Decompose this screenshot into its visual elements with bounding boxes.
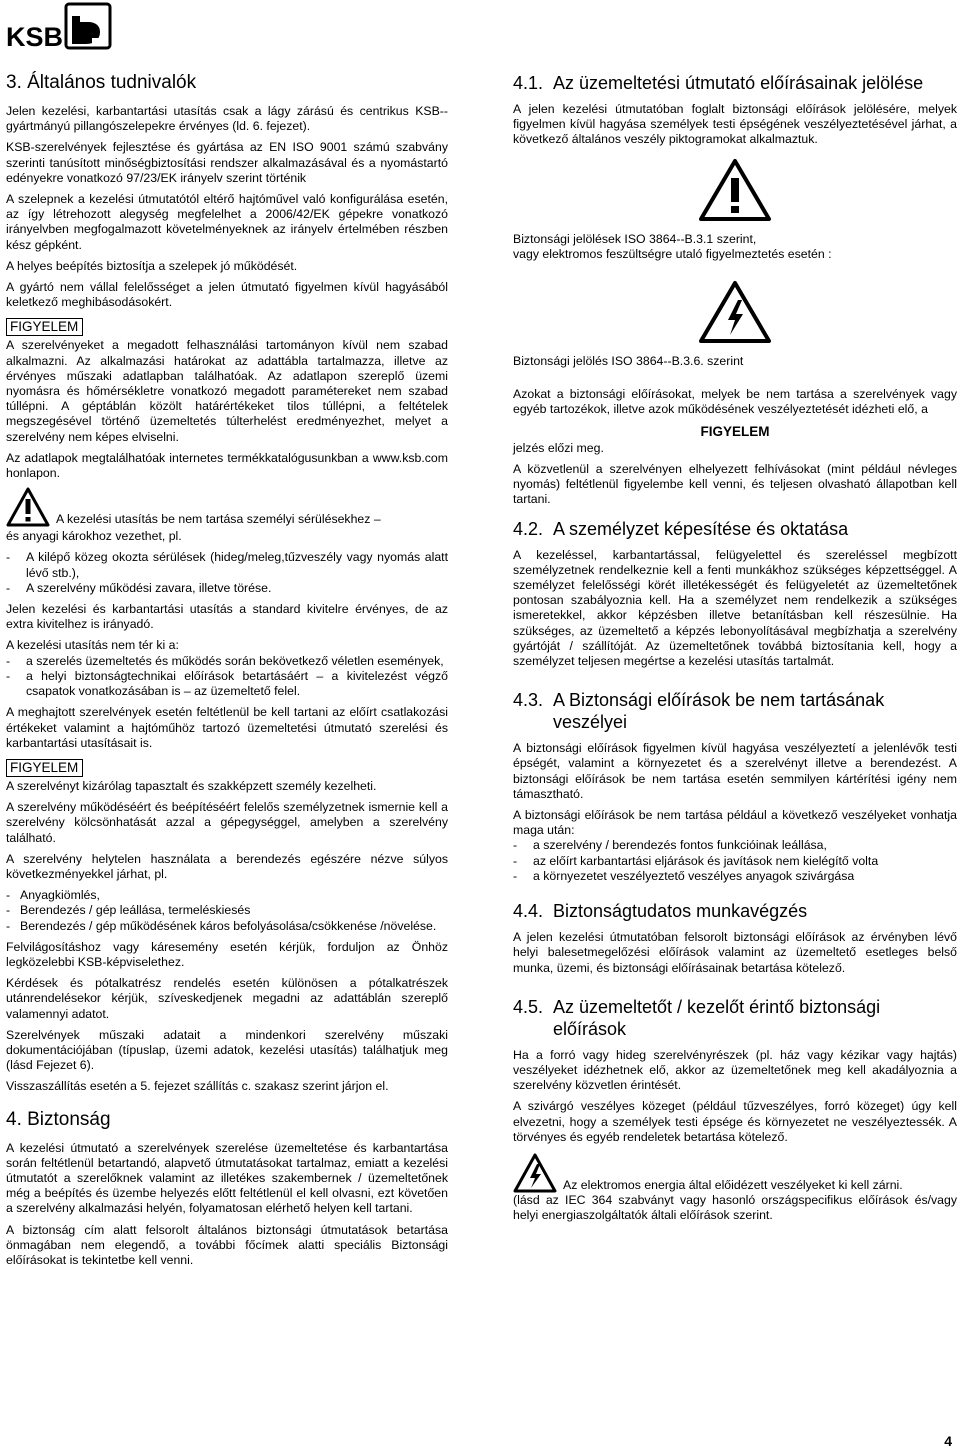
list-item: - Berendezés / gép leállása, termeléskiesés	[6, 903, 448, 918]
list-item: - Anyagkiömlés,	[6, 888, 448, 903]
paragraph: A biztonság cím alatt felsorolt általános biztonsági útmutatások betartása önmagában nem elegendő, a további főcímek alatti speciális Biztonsági előírásokat is tekintetbe kell venni.	[6, 1222, 448, 1267]
paragraph: A szivárgó veszélyes közeget (például tűzveszélyes, forró közeget) úgy kell elvezetni, hogy a személyek testi épsége és környezetet ne veszélyeztessék. A törvényes és egyéb rendeletek betartása kötelező.	[513, 1099, 957, 1144]
section-4-5-heading	[513, 996, 957, 1040]
section-4-3-heading	[513, 689, 957, 733]
paragraph: A jelen kezelési útmutatóban felsorolt biztonsági előírások az érvényben lévő helyi balesetmegelőzési előírások valamint az üzemeltető esetleges belső munka, üzemi, és biztonsági előírásainak betartása kötelező.	[513, 930, 957, 975]
hazard-list	[513, 838, 957, 884]
high-voltage-icon	[513, 1153, 557, 1193]
paragraph: és anyagi károkhoz vezethet, pl.	[6, 529, 182, 544]
heading-number: 4.4.	[513, 901, 544, 922]
paragraph: (lásd az IEC 364 szabványt vagy hasonló országspecifikus előírások és/vagy helyi energiaszolgáltatók általi előírások szerint.	[513, 1192, 957, 1223]
heading-number: 4.1.	[513, 73, 544, 93]
paragraph: A kezeléssel, karbantartással, felügyelettel és szereléssel megbízott személyzetnek rendelkeznie kell a fenti munkákhoz szükséges képzettséggel. A személyzet felelősségi körét illetékességét és felügyeletét az üzemeltetőnek pontosan szabályoznia kell. Ha a személyzet nem rendelkezik a szükséges ismeretekkel, akkor képzésben illetve betanításban kell részesülnie. Ha szükséges, az üzemeltető a képzés lebonyolításával megbízhatja a szerelvény gyártóját / szállítóját. Az üzemeltetőnek továbbá biztosítania kell, hogy a személyzet teljesen megértse a kezelési utasítás tartalmát.	[513, 547, 957, 669]
paragraph: Azokat a biztonsági előírásokat, melyek be nem tartása a szerelvények vagy egyéb tartozékok, illetve azok működésének veszélyeztetését idézheti elő, a	[513, 387, 957, 417]
left-column	[6, 72, 448, 1274]
paragraph: jelzés előzi meg.	[513, 440, 604, 455]
heading-text: Az üzemeltetési útmutató előírásainak jelölése	[553, 73, 924, 93]
heading-text: A Biztonsági előírások be nem tartásának veszélyei	[553, 690, 885, 733]
figyelem-label: FIGYELEM	[6, 318, 83, 336]
heading-number: 4.2.	[513, 518, 544, 539]
paragraph: A szerelvény helytelen használata a berendezés egészére nézve súlyos következményekkel járhat, pl.	[6, 851, 448, 881]
list-item: - a helyi biztonságtechnikai előírások betartásáért – a kivitelezést végző csapatok vonatkozásában is – az üzemeltető felel.	[6, 669, 448, 699]
right-column	[513, 72, 957, 1229]
electrical-warning-pictogram	[513, 280, 957, 344]
damage-list	[6, 550, 448, 596]
logo-text: KSB	[6, 22, 64, 52]
list-item: - a környezetet veszélyeztető veszélyes anyagok szivárgása	[513, 869, 957, 884]
list-item: - az előírt karbantartási eljárások és javítások nem kielégítő volta	[513, 854, 957, 869]
section-4-4-heading	[513, 900, 957, 922]
paragraph: Felvilágosításhoz vagy káresemény esetén kérjük, forduljon az Önhöz legközelebbi KSB-képviselethez.	[6, 939, 448, 969]
heading-number: 4.5.	[513, 996, 544, 1017]
paragraph: A szelepnek a kezelési útmutatótól eltérő hajtóművel való konfigurálása esetén, az így létrehozott alegység megfelelhet a 2006/42/EK gépekre vonatkozó irányelvben megfogalmazott követelményeknek az irányelv értelmében részben kész gépként.	[6, 192, 448, 252]
warning-row	[6, 487, 448, 527]
section-4-2-heading	[513, 518, 957, 540]
heading-text: Biztonságtudatos munkavégzés	[553, 901, 808, 922]
paragraph: A gyártó nem vállal felelősséget a jelen útmutató figyelmen kívül hagyásából keletkező meghibásodásokért.	[6, 280, 448, 310]
consequence-list	[6, 888, 448, 934]
list-item: - A kilépő közeg okozta sérülések (hideg/meleg,tűzveszély vagy nyomás alatt lévő stb.),	[6, 550, 448, 580]
warning-text: A kezelési utasítás be nem tartása személyi sérülésekhez –	[56, 512, 381, 527]
section-4-1-heading	[513, 72, 957, 94]
electrical-hazard-text: Az elektromos energia által előidézett veszélyeket ki kell zárni.	[563, 1177, 903, 1192]
paragraph: A szerelvényt kizárólag tapasztalt és szakképzett személy kezelheti.	[6, 778, 377, 793]
warning-triangle-icon	[6, 487, 50, 527]
paragraph: A szerelvényeket a megadott felhasználási tartományon kívül nem szabad alkalmazni. Az alkalmazási határokat az adattábla tartalmazza, illetve az érvényes műszaki adatlapban találhatóak. Az adatlapon szereplő üzemi nyomásra és hőmérsékletre vonatkozó megadott paramétereket nem szabad túllépni. A géptáblán közölt határértékeket tilos túllépni, a feltételek megszegésével történő üzemeltetés túlterhelést eredményezhet, melyet a szerelvény nem képes elviselni.	[6, 338, 448, 444]
section-3-title: 3. Általános tudnivalók	[6, 72, 197, 93]
paragraph: A helyes beépítés biztosítja a szelepek jó működését.	[6, 258, 298, 273]
ksb-logo	[4, 2, 114, 52]
paragraph: A kezelési utasítás nem tér ki a:	[6, 638, 179, 653]
paragraph: Visszaszállítás esetén a 5. fejezet szállítás c. szakasz szerint járjon el.	[6, 1079, 389, 1094]
paragraph: Jelen kezelési, karbantartási utasítás csak a lágy zárású és centrikus KSB--gyártmányú pillangószelepekre érvényes (ld. 6. fejezet).	[6, 104, 448, 134]
pictogram-caption: Biztonsági jelölések ISO 3864--B.3.1 szerint,	[513, 231, 757, 246]
pictogram-caption: vagy elektromos feszültségre utaló figyelmeztetés esetén :	[513, 246, 832, 261]
paragraph: Kérdések és pótalkatrész rendelés esetén különösen a pótalkatrészek utánrendelésekor kérjük, szíveskedjenek megadni az adattáblán szereplő valamennyi adatot.	[6, 976, 448, 1021]
electrical-hazard-row	[513, 1153, 957, 1193]
paragraph: A szerelvény működéséért és beépítéséért felelős személyzetnek ismernie kell a szerelvény kölcsönhatását azzal a gépegységgel, amelyben a szerelvény található.	[6, 800, 448, 845]
paragraph: A közvetlenül a szerelvényen elhelyezett felhívásokat (mint például névleges nyomás) feltétlenül figyelembe kell venni, és teljesen olvasható állapotban kell tartani.	[513, 462, 957, 507]
paragraph	[513, 232, 957, 262]
high-voltage-icon	[698, 280, 772, 344]
paragraph: Szerelvények műszaki adatait a mindenkori szerelvény műszaki dokumentációjában (típuslap, üzemi adatok, kezelési utasítás) találhatjuk meg (lásd Fejezet 6).	[6, 1027, 448, 1073]
paragraph: Jelen kezelési és karbantartási utasítás a standard kivitelre érvényes, de az extra kivitelhez is irányadó.	[6, 602, 448, 632]
paragraph: A kezelési útmutató a szerelvények szerelése üzemeltetése és karbantartása során feltétlenül betartandó, alapvető útmutatásokat tartalmaz, emiatt a kezelési útmutatót a szerelőknek valamint az illetékes szakembernek / üzemeltetőnek még a beépítés és üzembe helyezés előtt feltétlenül el kell olvasni, ezt követően a szerelvény alkalmazási helyén, folyamatosan elérhető helyen kell tartani.	[6, 1140, 448, 1216]
list-item: - a szerelvény / berendezés fontos funkcióinak leállása,	[513, 838, 957, 853]
figyelem-label: FIGYELEM	[700, 423, 770, 439]
heading-text: A személyzet képesítése és oktatása	[553, 518, 849, 539]
ksb-logo-mark	[4, 2, 114, 52]
heading-number: 4.3.	[513, 690, 544, 711]
paragraph: Az adatlapok megtalálhatóak internetes termékkatalógusunkban a www.ksb.com honlapon.	[6, 450, 448, 481]
section-4-title: 4. Biztonság	[6, 1108, 111, 1130]
paragraph: A biztonsági előírások be nem tartása például a következő veszélyeket vonhatja maga után:	[513, 808, 957, 838]
figyelem-label: FIGYELEM	[6, 759, 83, 777]
heading-text: Az üzemeltetőt / kezelőt érintő biztonsági előírások	[553, 996, 881, 1039]
paragraph: Ha a forró vagy hideg szerelvényrészek (pl. ház vagy kézikar vagy hajtás) veszélyeket idézhetnek elő, akkor az üzemeltetőnek meg kell akadályoznia a szerelvény közvetlen érintését.	[513, 1047, 957, 1093]
paragraph: Biztonsági jelölés ISO 3864--B.3.6. szerint	[513, 354, 744, 369]
list-item: - Berendezés / gép működésének káros befolyásolása/csökkenése /növelése.	[6, 919, 448, 934]
paragraph: A jelen kezelési útmutatóban foglalt biztonsági előírások jelölésére, melyek figyelmen kívül hagyása személyek testi épségének veszélyeztetésével járhat, a következő általános veszély piktogramokat alkalmaztuk.	[513, 102, 957, 147]
warning-triangle-icon	[698, 158, 772, 222]
list-item: - A szerelvény működési zavara, illetve törése.	[6, 581, 448, 596]
paragraph: KSB-szerelvények fejlesztése és gyártása az EN ISO 9001 számú szabvány szerinti tanúsított minőségbiztosítási rendszer alkalmazásával és a nyomástartó edényekre vonatkozó 97/23/EK irányelv szerint történik	[6, 140, 448, 185]
page-number: 4	[944, 1433, 952, 1449]
list-item: - a szerelés üzemeltetés és működés során bekövetkező véletlen események,	[6, 654, 448, 669]
paragraph: A biztonsági előírások figyelmen kívül hagyása veszélyeztetí a jelenlévők testi épségét, valamint a környezetet és a szerelvényt illetve a berendezést. A biztonsági előírások be nem tartása esetén semmilyen kártérítési igény nem támasztható.	[513, 741, 957, 801]
general-warning-pictogram	[513, 158, 957, 222]
paragraph: A meghajtott szerelvények esetén feltétlenül be kell tartani az előírt csatlakozási értékeket valamint a hajtóműhöz tartozó üzemeltetési útmutató szerelési és karbantartási utasításait is.	[6, 705, 448, 750]
exclusion-list	[6, 654, 448, 700]
